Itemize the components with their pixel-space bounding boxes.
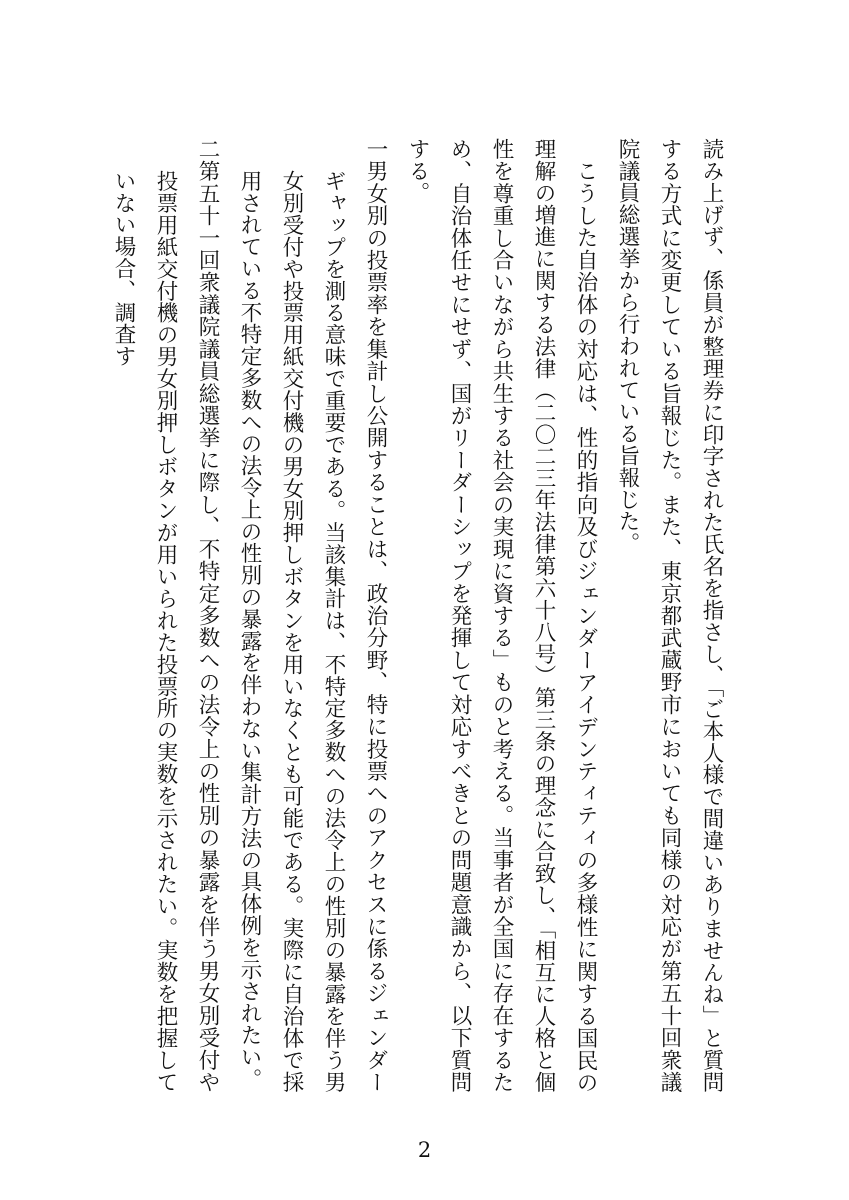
- question-number-1: 一: [363, 138, 388, 160]
- question-item-2: [102, 138, 228, 1093]
- question-text-2: 第五十一回衆議院議員総選挙に際し、不特定多数への法令上の性別の暴露を伴う男女別受付や投票用紙交付機の男女別押しボタンが用いられた投票所の実数を示されたい。実数を把握していない場合、調査す: [111, 159, 220, 1093]
- page-number: 2: [417, 1138, 432, 1162]
- question-item-1: [228, 138, 396, 1093]
- paragraph-continuation: 読み上げず、係員が整理券に印字された氏名を指さし、「ご本人様で間違いありませんね」と質問する方式に変更している旨報じた。また、東京都武蔵野市においても同様の対応が第五十回衆議院議員総選挙から行われている旨報じた。: [615, 138, 724, 1093]
- vertical-body-text: [111, 138, 732, 1093]
- question-text-1: 男女別の投票率を集計し公開することは、政治分野、特に投票へのアクセスに係るジェンダーギャップを測る意味で重要である。当該集計は、不特定多数への法令上の性別の暴露を伴う男女別受付や投票用紙交付機の男女別押しボタンを用いなくとも可能である。実際に自治体で採用されている不特定多数への法令上の性別の暴露を伴わない集計方法の具体例を示されたい。: [237, 159, 388, 1093]
- paragraph-municipal-response: こうした自治体の対応は、性的指向及びジェンダーアイデンティティの多様性に関する国民の理解の増進に関する法律（二〇二三年法律第六十八号）第三条の理念に合致し、「相互に人格と個性を尊重し合いながら共生する社会の実現に資する」ものと考える。当事者が全国に存在するため、自治体任せにせず、国がリーダーシップを発揮して対応すべきとの問題意識から、以下質問する。: [405, 138, 598, 1093]
- question-number-2: 二: [195, 138, 220, 160]
